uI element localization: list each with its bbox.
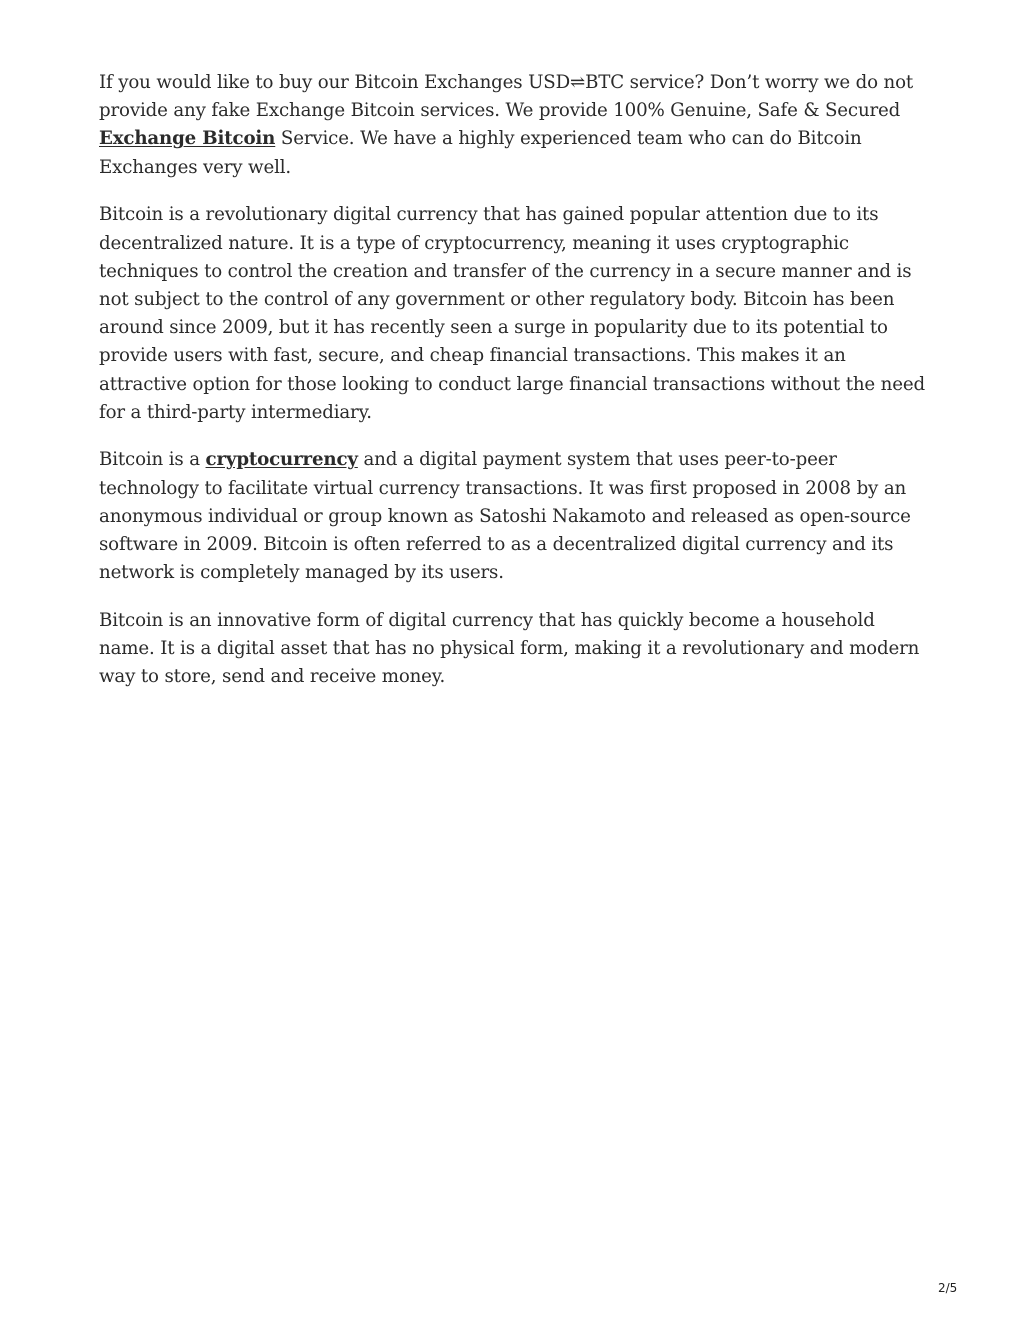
paragraph-text: Service. We have a highly experienced team who can do Bitcoin Exchanges very well. bbox=[99, 128, 862, 178]
paragraph-text: If you would like to buy our Bitcoin Exchanges USD⇌BTC service? Don’t worry we do not provide any fake Exchange Bitcoin services. We provide 100% Genuine, Safe & Secured bbox=[99, 72, 914, 122]
cryptocurrency-link[interactable]: cryptocurrency bbox=[205, 449, 358, 471]
exchange-bitcoin-link[interactable]: Exchange Bitcoin bbox=[99, 128, 276, 150]
paragraph-revolutionary-currency: Bitcoin is a revolutionary digital currency that has gained popular attention due to its decentralized nature. It is a type of cryptocurrency, meaning it uses cryptographic techniques to control the creation and transfer of the currency in a secure manner and is not subject to the control of any government or other regulatory body. Bitcoin has been around since 2009, but it has recently seen a surge in popularity due to its potential to provide users with fast, secure, and cheap financial transactions. This makes it an attractive option for those looking to conduct large financial transactions without the need for a third-party intermediary. bbox=[99, 204, 925, 423]
page-number: 2/5 bbox=[938, 1281, 958, 1295]
paragraph-innovative-form: Bitcoin is an innovative form of digital currency that has quickly become a household name. It is a digital asset that has no physical form, making it a revolutionary and modern way to store, send and receive money. bbox=[99, 609, 920, 688]
paragraph-text: and a digital payment system that uses peer-to-peer technology to facilitate virtual currency transactions. It was first proposed in 2008 by an anonymous individual or group known as Satoshi Nakamoto and released as open-source software in 2009. Bitcoin is often referred to as a decentralized digital currency and its network is completely managed by its users. bbox=[99, 449, 911, 584]
paragraph-text: Bitcoin is a bbox=[99, 449, 206, 471]
paragraph-payment-system bbox=[99, 446, 934, 587]
paragraph-exchange-service bbox=[99, 69, 934, 182]
article-body bbox=[99, 69, 934, 711]
